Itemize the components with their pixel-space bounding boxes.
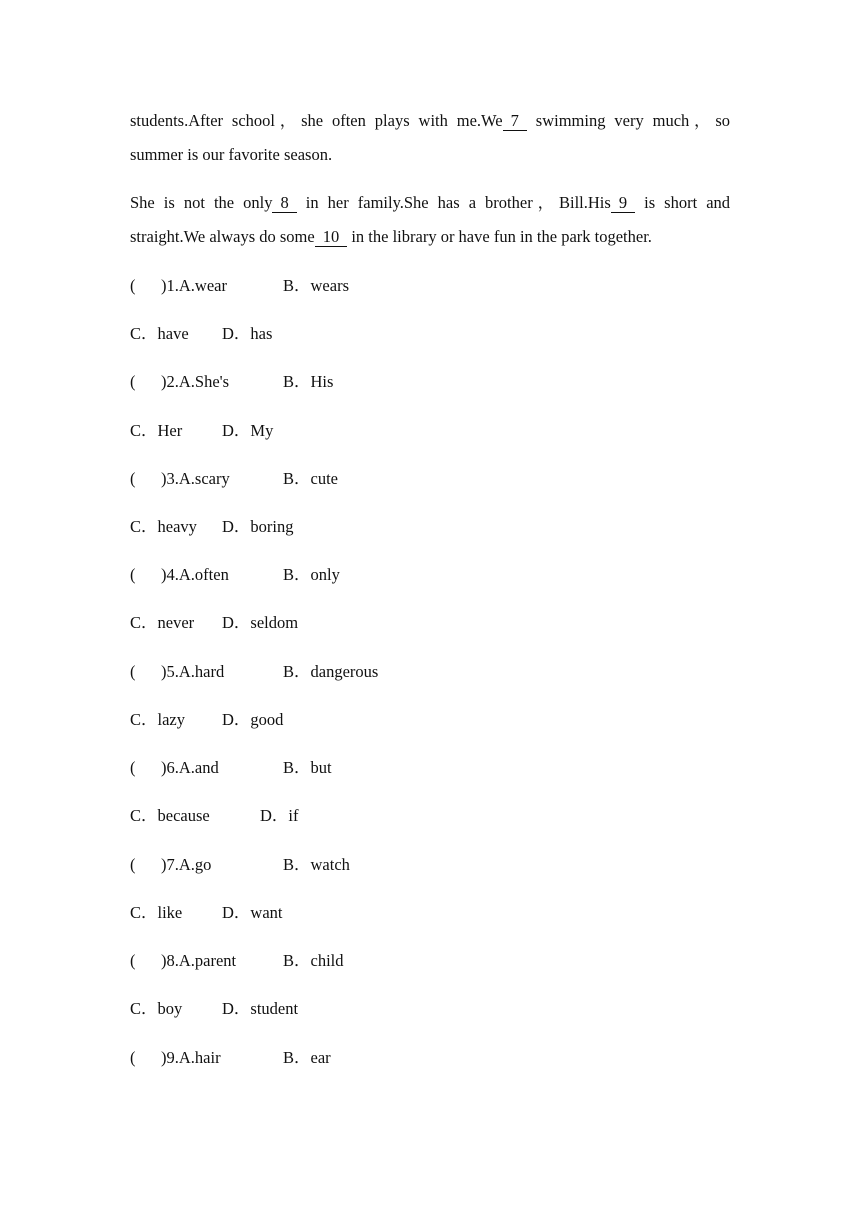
option-d: D．good: [222, 710, 284, 729]
question-stem: )7.A.go: [161, 855, 212, 874]
option-d: D．My: [222, 421, 274, 440]
option-d: D．student: [222, 999, 299, 1018]
question-2-row-ab: [130, 371, 333, 393]
question-stem: )4.A.often: [161, 565, 229, 584]
question-7-row-cd: [130, 902, 283, 924]
question-stem: )3.A.scary: [161, 469, 230, 488]
option-b: B．watch: [283, 855, 350, 874]
passage-text: in the library or have fun in the park together.: [351, 227, 652, 246]
passage-text: summer is our favorite season.: [130, 145, 333, 164]
answer-paren: (: [130, 855, 136, 874]
passage-line: [130, 186, 730, 220]
option-d: D．boring: [222, 517, 294, 536]
question-4-row-cd: [130, 612, 298, 634]
passage-line: [130, 104, 730, 138]
answer-paren: (: [130, 565, 136, 584]
passage-text: She is not the only: [130, 193, 273, 212]
answer-paren: (: [130, 372, 136, 391]
question-stem: )9.A.hair: [161, 1048, 221, 1067]
answer-paren: (: [130, 1048, 136, 1067]
option-c: C．lazy: [130, 710, 185, 729]
option-c: C．boy: [130, 999, 183, 1018]
option-c: C．have: [130, 324, 189, 343]
answer-paren: (: [130, 951, 136, 970]
option-c: C．heavy: [130, 517, 197, 536]
answer-paren: (: [130, 469, 136, 488]
passage-text: straight.We always do some: [130, 227, 315, 246]
option-c: C．like: [130, 903, 183, 922]
answer-paren: (: [130, 276, 136, 295]
passage-line: [130, 220, 730, 254]
answer-paren: (: [130, 662, 136, 681]
passage-paragraph-2: [130, 186, 730, 254]
option-b: B．His: [283, 372, 334, 391]
question-7-row-ab: [130, 854, 350, 876]
option-d: D．if: [260, 806, 299, 825]
blank-8: 8: [272, 194, 296, 213]
option-b: B．wears: [283, 276, 349, 295]
question-stem: )8.A.parent: [161, 951, 237, 970]
option-b: B．ear: [283, 1048, 331, 1067]
option-b: B．only: [283, 565, 340, 584]
option-b: B．cute: [283, 469, 338, 488]
passage-text: swimming very much，so: [535, 111, 730, 130]
blank-9: 9: [611, 194, 635, 213]
passage-text: in her family.She has a brother，Bill.His: [305, 193, 611, 212]
passage-text: is short and: [644, 193, 731, 212]
option-d: D．seldom: [222, 613, 299, 632]
question-stem: )6.A.and: [161, 758, 219, 777]
passage-text: students.After school，she often plays with me.We: [130, 111, 503, 130]
question-5-row-ab: [130, 661, 378, 683]
answer-paren: (: [130, 758, 136, 777]
question-1-row-cd: [130, 323, 272, 345]
question-1-row-ab: [130, 275, 349, 297]
question-3-row-cd: [130, 516, 294, 538]
question-stem: )1.A.wear: [161, 276, 227, 295]
question-8-row-cd: [130, 998, 298, 1020]
option-d: D．want: [222, 903, 283, 922]
question-5-row-cd: [130, 709, 283, 731]
question-6-row-cd: [130, 805, 299, 827]
option-b: B．but: [283, 758, 332, 777]
option-b: B．child: [283, 951, 344, 970]
question-4-row-ab: [130, 564, 340, 586]
question-8-row-ab: [130, 950, 344, 972]
option-c: C．never: [130, 613, 195, 632]
option-c: C．because: [130, 806, 210, 825]
option-b: B．dangerous: [283, 662, 379, 681]
option-d: D．has: [222, 324, 273, 343]
option-c: C．Her: [130, 421, 183, 440]
blank-7: 7: [503, 112, 527, 131]
question-9-row-ab: [130, 1047, 331, 1069]
question-3-row-ab: [130, 468, 338, 490]
passage-line: [130, 138, 730, 172]
passage-paragraph-1: [130, 104, 730, 172]
question-stem: )2.A.She's: [161, 372, 230, 391]
blank-10: 10: [315, 228, 348, 247]
question-2-row-cd: [130, 420, 273, 442]
question-stem: )5.A.hard: [161, 662, 225, 681]
question-6-row-ab: [130, 757, 332, 779]
